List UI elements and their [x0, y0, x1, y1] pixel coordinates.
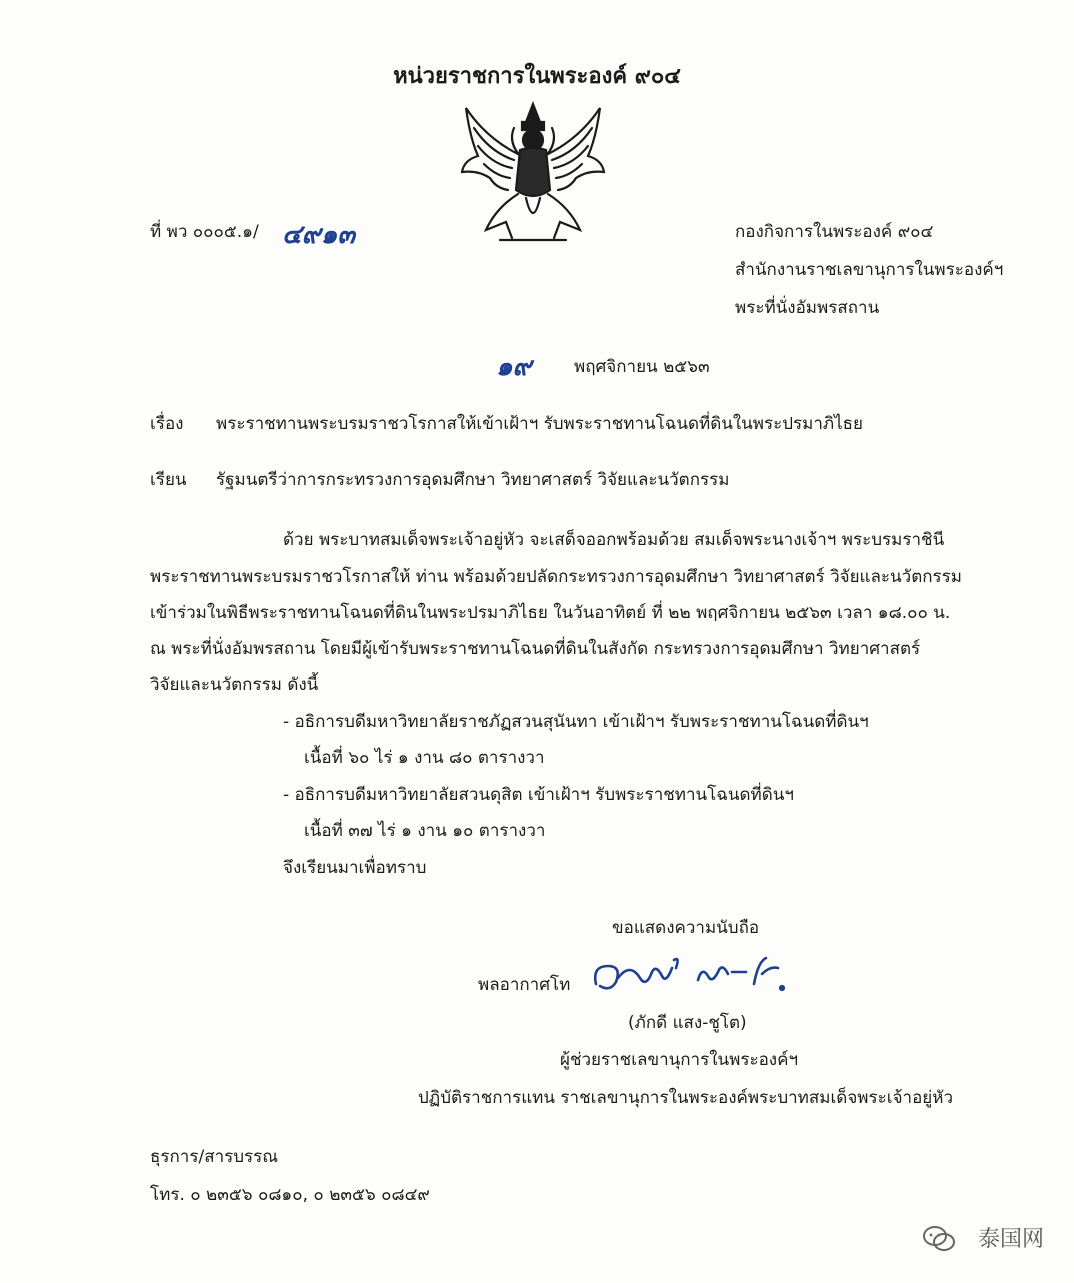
list-item-area: เนื้อที่ ๖๐ ไร่ ๑ งาน ๘๐ ตารางวา	[304, 748, 545, 768]
signer-rank: พลอากาศโท	[478, 975, 571, 995]
closing-salutation: ขอแสดงความนับถือ	[612, 918, 760, 938]
sender-location: พระที่นั่งอัมพรสถาน	[735, 298, 880, 318]
recipient-label: เรียน	[150, 470, 187, 490]
watermark-text: 泰国网	[977, 1227, 1044, 1252]
body-line: วิจัยและนวัตกรรม ดังนี้	[150, 675, 319, 695]
body-line: ณ พระที่นั่งอัมพรสถาน โดยมีผู้เข้ารับพระราชทานโฉนดที่ดินในสังกัด กระทรวงการอุดมศึกษา วิทยาศาสตร์	[150, 639, 921, 659]
closing-line: จึงเรียนมาเพื่อทราบ	[283, 858, 427, 878]
body-line: ด้วย พระบาทสมเด็จพระเจ้าอยู่หัว จะเสด็จออกพร้อมด้วย สมเด็จพระนางเจ้าฯ พระบรมราชินี	[283, 530, 945, 550]
body-line: เข้าร่วมในพิธีพระราชทานโฉนดที่ดินในพระปรมาภิไธย ในวันอาทิตย์ ที่ ๒๒ พฤศจิกายน ๒๕๖๓ เวลา ๑๘.๐๐ น.	[150, 603, 951, 623]
signer-acting-capacity: ปฏิบัติราชการแทน ราชเลขานุการในพระองค์พระบาทสมเด็จพระเจ้าอยู่หัว	[418, 1088, 953, 1108]
sender-bureau: สำนักงานราชเลขานุการในพระองค์ฯ	[735, 260, 1004, 280]
chat-bubble-icon	[922, 1224, 956, 1254]
recipient-text: รัฐมนตรีว่าการกระทรวงการอุดมศึกษา วิทยาศาสตร์ วิจัยและนวัตกรรม	[216, 470, 730, 490]
date-month-year: พฤศจิกายน ๒๕๖๓	[574, 357, 710, 377]
signer-position: ผู้ช่วยราชเลขานุการในพระองค์ฯ	[560, 1050, 799, 1070]
list-item-area: เนื้อที่ ๓๗ ไร่ ๑ งาน ๑๐ ตารางวา	[304, 821, 546, 841]
sender-office: กองกิจการในพระองค์ ๙๐๔	[735, 222, 934, 242]
body-line: พระราชทานพระบรมราชวโรกาสให้ ท่าน พร้อมด้วยปลัดกระทรวงการอุดมศึกษา วิทยาศาสตร์ วิจัยและนวัตกรรม	[150, 567, 963, 587]
subject-text: พระราชทานพระบรมราชวโรกาสให้เข้าเฝ้าฯ รับพระราชทานโฉนดที่ดินในพระปรมาภิไธย	[216, 414, 864, 434]
footer-phone: โทร. ๐ ๒๓๕๖ ๐๘๑๐, ๐ ๒๓๕๖ ๐๘๔๙	[150, 1185, 430, 1205]
document-number-handwritten: ๔๙๑๓	[282, 220, 355, 250]
signer-name: (ภักดี แสง-ชูโต)	[628, 1013, 747, 1033]
date-day-handwritten: ๑๙	[496, 352, 532, 382]
document-number-prefix: ที่ พว ๐๐๐๕.๑/	[150, 222, 259, 242]
footer-department: ธุรการ/สารบรรณ	[150, 1147, 279, 1167]
handwritten-signature-icon	[590, 948, 790, 1004]
list-item-line: - อธิการบดีมหาวิทยาลัยสวนดุสิต เข้าเฝ้าฯ รับพระราชทานโฉนดที่ดินฯ	[283, 785, 794, 805]
letterhead-title: หน่วยราชการในพระองค์ ๙๐๔	[393, 64, 681, 89]
garuda-emblem-icon	[456, 98, 610, 248]
subject-label: เรื่อง	[150, 414, 184, 434]
list-item-line: - อธิการบดีมหาวิทยาลัยราชภัฏสวนสุนันทา เข้าเฝ้าฯ รับพระราชทานโฉนดที่ดินฯ	[283, 712, 869, 732]
